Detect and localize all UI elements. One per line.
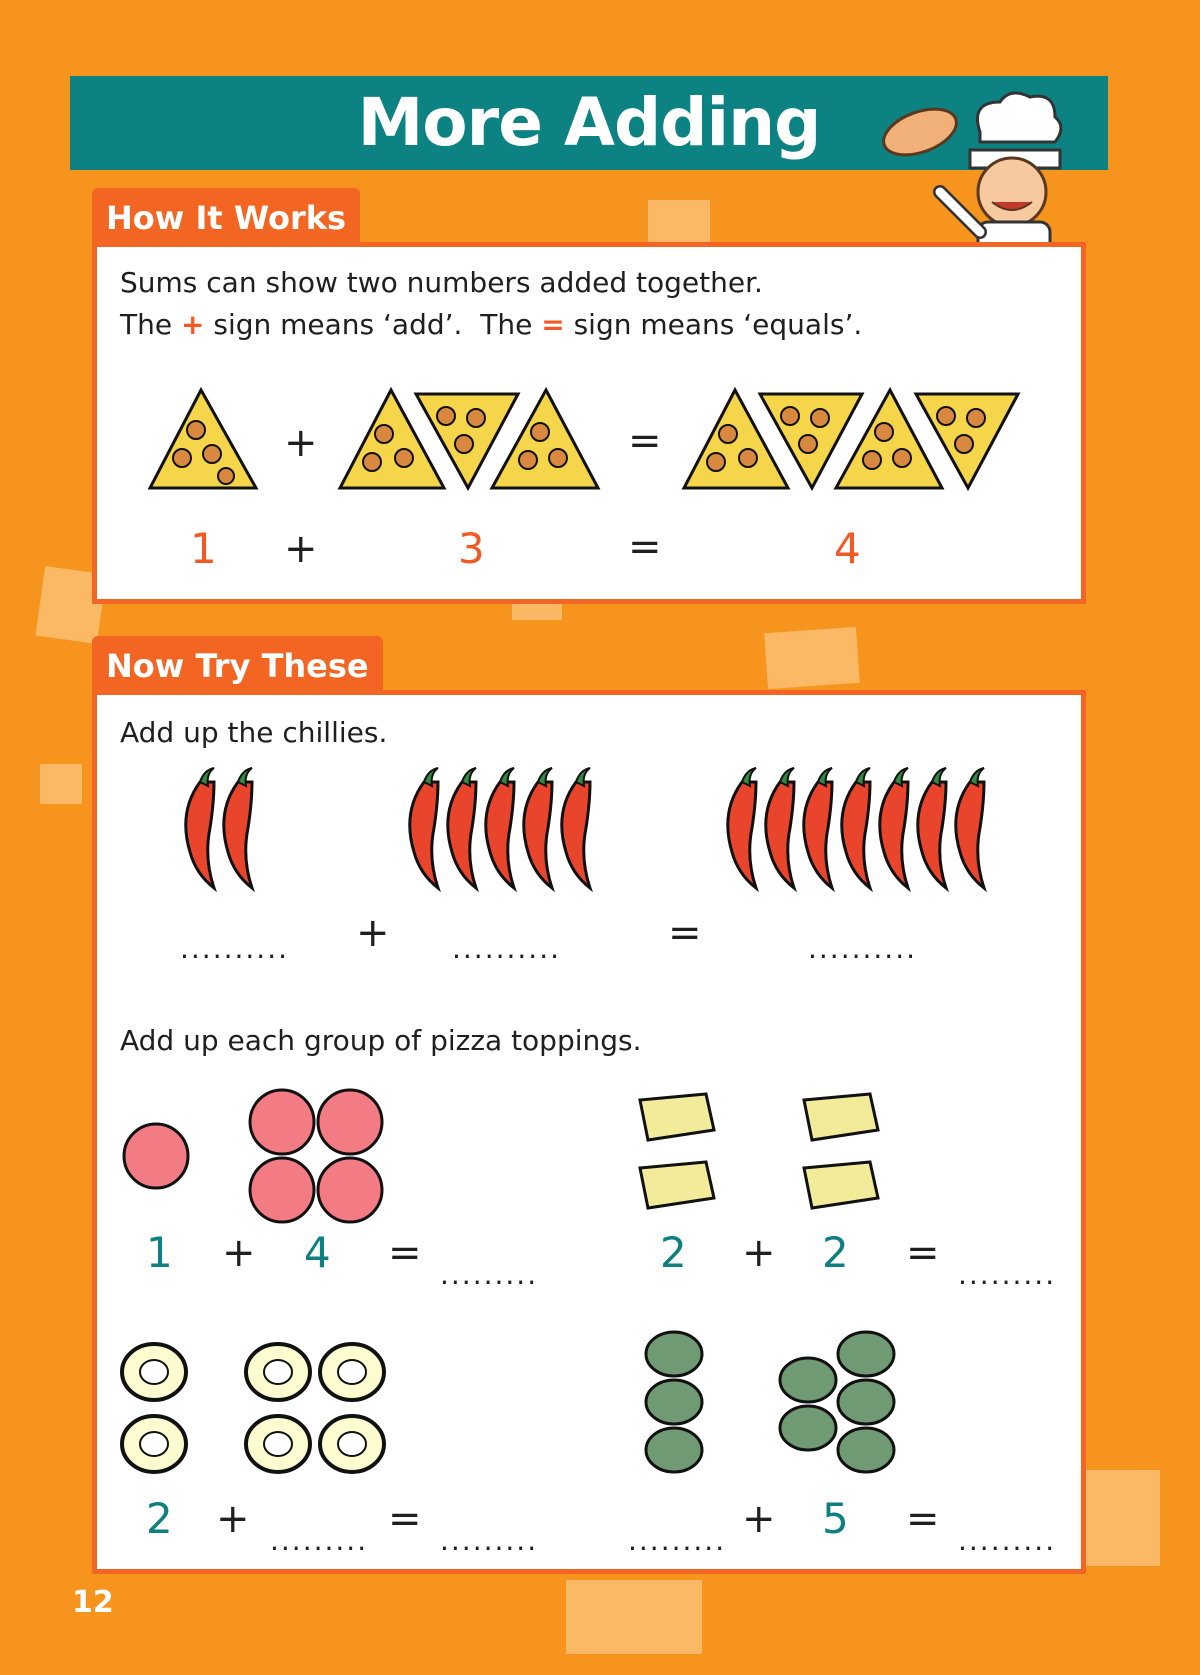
chilli-icon bbox=[956, 768, 984, 888]
chilli-icon bbox=[804, 768, 832, 888]
chillies-equals-sign: = bbox=[668, 910, 702, 956]
salami-group-1 bbox=[122, 1122, 192, 1192]
q1-answer-blank[interactable]: ......... bbox=[440, 1258, 539, 1291]
tab-how-it-works: How It Works bbox=[92, 188, 360, 248]
explanation-line-2: The + sign means ‘add’. The = sign means ‘equals’. bbox=[120, 308, 863, 341]
example-addend-1: 1 bbox=[190, 524, 217, 573]
chilli-icon bbox=[918, 768, 946, 888]
chilli-icon bbox=[728, 768, 756, 888]
chilli-icon bbox=[562, 768, 590, 888]
plus-sign-highlight: + bbox=[180, 308, 205, 341]
chilli-icon bbox=[524, 768, 552, 888]
example-plus-sign-visual: + bbox=[284, 420, 318, 466]
equals-sign-highlight: = bbox=[541, 308, 565, 341]
example-sum: 4 bbox=[834, 524, 861, 573]
chilli-icon bbox=[842, 768, 870, 888]
pepper-group-b bbox=[242, 1340, 392, 1480]
chilli-icon bbox=[880, 768, 908, 888]
chilli-icon bbox=[224, 768, 252, 888]
q3-equals-sign: = bbox=[388, 1496, 422, 1542]
toppings-instruction: Add up each group of pizza toppings. bbox=[120, 1024, 642, 1057]
q2-equals-sign: = bbox=[906, 1230, 940, 1276]
tab-now-try-these: Now Try These bbox=[92, 636, 383, 696]
olive-group-b bbox=[778, 1330, 898, 1480]
page-title: More Adding bbox=[357, 84, 821, 161]
chillies-plus-sign: + bbox=[356, 910, 390, 956]
q1-plus-sign: + bbox=[222, 1230, 256, 1276]
q4-addend-1-blank[interactable]: ......... bbox=[628, 1524, 727, 1557]
chilli-icon bbox=[186, 768, 214, 888]
q3-addend-2-blank[interactable]: ......... bbox=[270, 1524, 369, 1557]
chilli-icon bbox=[448, 768, 476, 888]
cheese-group-b bbox=[794, 1090, 884, 1218]
salami-group-4 bbox=[248, 1088, 388, 1228]
q4-addend-2: 5 bbox=[822, 1494, 849, 1543]
q4-plus-sign: + bbox=[742, 1496, 776, 1542]
example-addend-2: 3 bbox=[458, 524, 485, 573]
q2-plus-sign: + bbox=[742, 1230, 776, 1276]
pepper-group-a bbox=[118, 1340, 192, 1480]
q3-addend-1: 2 bbox=[146, 1494, 173, 1543]
chillies-instruction: Add up the chillies. bbox=[120, 716, 388, 749]
q1-addend-1: 1 bbox=[146, 1228, 173, 1277]
example-plus-sign: + bbox=[284, 526, 318, 572]
q1-addend-2: 4 bbox=[304, 1228, 331, 1277]
chillies-blank-1[interactable]: .......... bbox=[180, 932, 290, 965]
chilli-icon bbox=[766, 768, 794, 888]
q3-answer-blank[interactable]: ......... bbox=[440, 1524, 539, 1557]
q2-addend-2: 2 bbox=[822, 1228, 849, 1277]
example-equals-sign-visual: = bbox=[628, 418, 662, 464]
example-equals-sign: = bbox=[628, 524, 662, 570]
chillies-blank-3[interactable]: .......... bbox=[808, 932, 918, 965]
q2-answer-blank[interactable]: ......... bbox=[958, 1258, 1057, 1291]
chillies-blank-2[interactable]: .......... bbox=[452, 932, 562, 965]
page-number: 12 bbox=[72, 1585, 114, 1620]
cheese-group-a bbox=[630, 1090, 720, 1218]
chilli-icon bbox=[410, 768, 438, 888]
q4-answer-blank[interactable]: ......... bbox=[958, 1524, 1057, 1557]
q1-equals-sign: = bbox=[388, 1230, 422, 1276]
olive-group-a bbox=[644, 1330, 708, 1480]
explanation-line-1: Sums can show two numbers added together. bbox=[120, 266, 763, 299]
chilli-icon bbox=[486, 768, 514, 888]
q2-addend-1: 2 bbox=[660, 1228, 687, 1277]
q3-plus-sign: + bbox=[216, 1496, 250, 1542]
q4-equals-sign: = bbox=[906, 1496, 940, 1542]
